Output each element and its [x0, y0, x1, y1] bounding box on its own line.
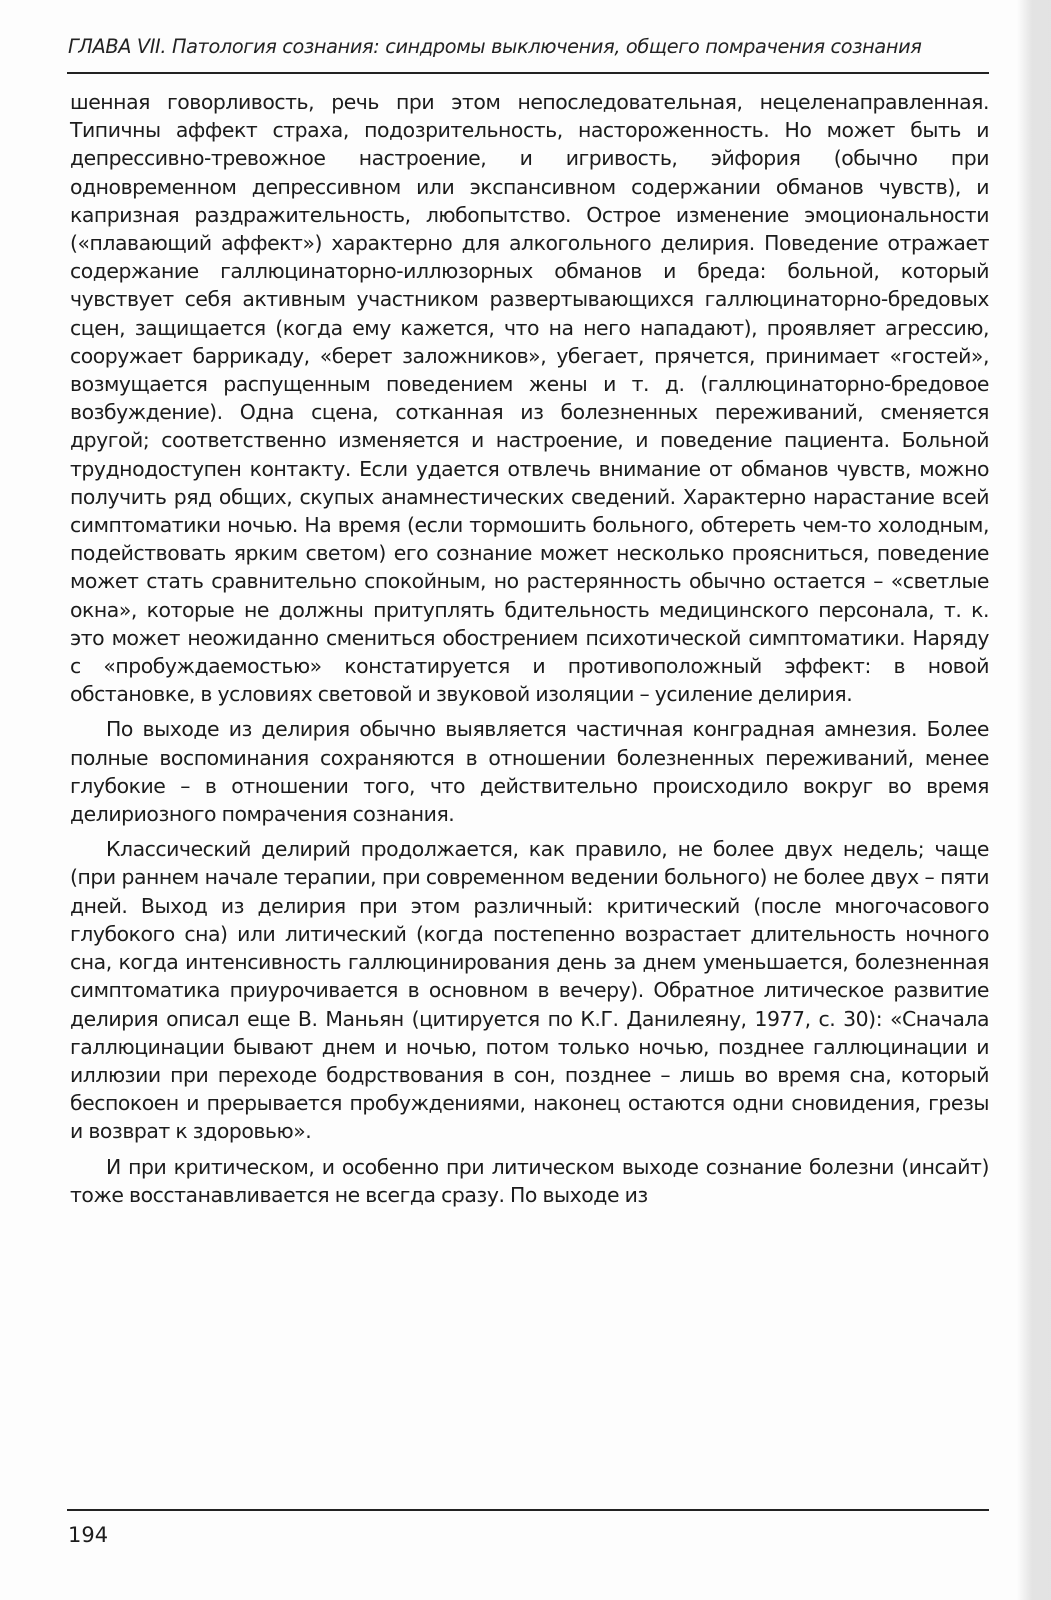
paragraph-insight: И при критическом, и особенно при литическом выходе сознание болезни (инсайт) тоже восстанавливается не всегда сразу. По выходе из — [70, 1154, 989, 1207]
page-number: 194 — [68, 1523, 109, 1547]
paragraph-duration: Классический делирий продолжается, как правило, не более двух недель; чаще (при раннем начале терапии, при современном ведении больного) не более двух – пяти дней. Выход из делирия при этом различный: критический (после многочасового глубокого сна) или литический (когда постепенно возрастает длительность ночного сна, когда интенсивность галлюцинирования день за днем уменьшается, болезненная симптоматика приурочивается в основном в вечеру). Обратное литическое развитие делирия описал еще В. Маньян (цитируется по К.Г. Данилеяну, 1977, с. 30): «Сначала галлюцинации бывают днем и ночью, потом только ночью, позднее галлюцинации и иллюзии при переходе бодрствования в сон, позднее – лишь во время сна, который беспокоен и прерывается пробуждениями, наконец остаются одни сновидения, грезы и возврат к здоровью». — [70, 837, 989, 1144]
running-header: ГЛАВА VII. Патология сознания: синдромы выключения, общего помрачения сознания — [68, 35, 922, 58]
paragraph-amnesia: По выходе из делирия обычно выявляется частичная конградная амнезия. Более полные воспоминания сохраняются в отношении болезненных переживаний, менее глубокие – в отношении того, что действительно происходило вокруг во время делириозного помрачения сознания. — [70, 717, 989, 827]
footer-rule — [67, 1509, 989, 1511]
body-text — [70, 88, 989, 1216]
header-rule — [67, 72, 989, 74]
paragraph-continuation: шенная говорливость, речь при этом непоследовательная, нецеленаправленная. Типичны аффект страха, подозрительность, настороженность. Но может быть и депрессивно-тревожное настроение, и игривость, эйфория (обычно при одновременном депрессивном или экспансивном содержании обманов чувств), и капризная раздражительность, любопытство. Острое изменение эмоциональности («плавающий аффект») характерно для алкогольного делирия. Поведение отражает содержание галлюцинаторно-иллюзорных обманов и бреда: больной, который чувствует себя активным участником развертывающихся галлюцинаторно-бредовых сцен, защищается (когда ему кажется, что на него нападают), проявляет агрессию, сооружает баррикаду, «берет заложников», убегает, прячется, принимает «гостей», возмущается распущенным поведением жены и т. д. (галлюцинаторно-бредовое возбуждение). Одна сцена, сотканная из болезненных переживаний, сменяется другой; соответственно изменяется и настроение, и поведение пациента. Больной труднодоступен контакту. Если удается отвлечь внимание от обманов чувств, можно получить ряд общих, скупых анамнестических сведений. Характерно нарастание всей симптоматики ночью. На время (если тормошить больного, обтереть чем-то холодным, подействовать ярким светом) его сознание может несколько проясниться, поведение может стать сравнительно спокойным, но растерянность обычно остается – «светлые окна», которые не должны притуплять бдительность медицинского персонала, т. к. это может неожиданно смениться обострением психотической симптоматики. Наряду с «пробуждаемостью» констатируется и противоположный эффект: в новой обстановке, в условиях световой и звуковой изоляции – усиление делирия. — [70, 90, 989, 707]
scan-shadow-edge — [1017, 0, 1051, 1600]
